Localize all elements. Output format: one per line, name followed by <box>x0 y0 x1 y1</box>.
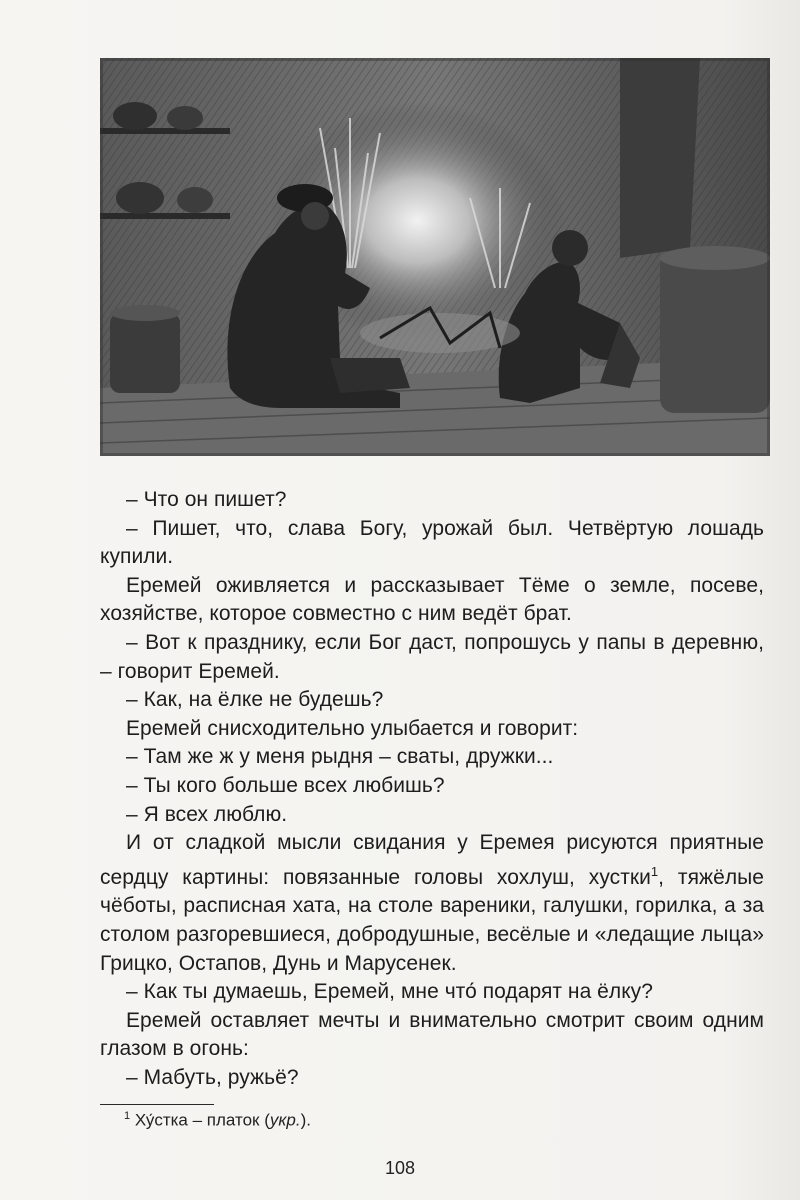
footnote-language: укр. <box>269 1110 301 1130</box>
footnote-number: 1 <box>124 1110 131 1122</box>
paragraph: – Как ты думаешь, Еремей, мне что́ подарят на ёлку? <box>126 980 653 1004</box>
engraving-illustration <box>100 58 770 456</box>
footnote-term: Ху́стка <box>134 1110 188 1130</box>
paragraph-text: , тяжёлые чёботы, расписная хата, на столе вареники, галушки, горилка, а за столом разгоревшиеся, добродушные, весёлые и «ледащие лыца» Грицко, Остапов, Дунь и Марусенек. <box>100 865 765 975</box>
paragraph: – Что он пишет? <box>126 488 287 511</box>
paragraph: – Я всех люблю. <box>126 802 288 826</box>
paragraph: – Вот к празднику, если Бог даст, попрошусь у папы в деревню, – говорит Еремей. <box>100 630 764 683</box>
footnote-reference: 1 <box>650 863 659 879</box>
main-text <box>100 486 764 1092</box>
paragraph: – Мабуть, ружьё? <box>126 1065 299 1089</box>
paragraph-with-footnote <box>100 829 764 978</box>
footnote-definition: – платок ( <box>187 1110 270 1130</box>
footnote-end: ). <box>300 1110 311 1130</box>
paragraph-text: И от сладкой мысли свидания у Еремея рисуются приятные сердцу картины: повязанные головы хохлуш, хустки <box>100 831 764 889</box>
paragraph: Еремей оставляет мечты и внимательно смотрит своим одним глазом в огонь: <box>100 1008 764 1061</box>
footnote <box>124 1110 764 1131</box>
paragraph: – Пишет, что, слава Богу, урожай был. Четвёртую лошадь купили. <box>100 516 764 569</box>
paragraph: – Там же ж у меня рыдня – сваты, дружки... <box>126 745 554 769</box>
paragraph: – Как, на ёлке не будешь? <box>126 688 384 712</box>
paragraph: Еремей оживляется и рассказывает Тёме о земле, посеве, хозяйстве, которое совместно с ним ведёт брат. <box>100 573 764 626</box>
paragraph: Еремей снисходительно улыбается и говорит: <box>126 716 579 740</box>
paragraph: – Ты кого больше всех любишь? <box>126 773 445 797</box>
footnote-divider <box>100 1104 214 1105</box>
page-number: 108 <box>384 1158 416 1178</box>
